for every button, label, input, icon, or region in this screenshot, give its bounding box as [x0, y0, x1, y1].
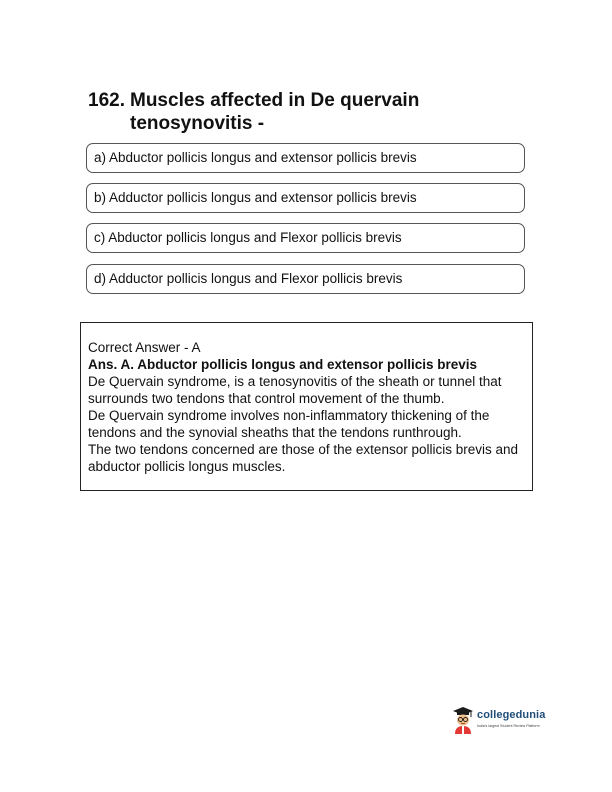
- explanation-2: De Quervain syndrome involves non-inflammatory thickening of the tendons and the synovial sheaths that the tendons runthrough.: [88, 408, 490, 440]
- option-b[interactable]: b) Adductor pollicis longus and extensor pollicis brevis: [86, 183, 525, 213]
- option-c[interactable]: c) Abductor pollicis longus and Flexor pollicis brevis: [86, 223, 525, 253]
- graduate-mascot-icon: [452, 706, 474, 734]
- option-d[interactable]: d) Adductor pollicis longus and Flexor pollicis brevis: [86, 264, 525, 294]
- explanation-1: De Quervain syndrome, is a tenosynovitis of the sheath or tunnel that surrounds two tendons that control movement of the thumb.: [88, 374, 502, 406]
- logo-tagline: India's largest Student Review Platform: [477, 724, 540, 728]
- answer-box: [80, 322, 533, 491]
- logo-name: collegedunia: [477, 709, 546, 721]
- question-number: 162.: [88, 90, 125, 111]
- question-text: Muscles affected in De quervain tenosynovitis -: [130, 90, 420, 134]
- collegedunia-logo: [452, 706, 562, 736]
- option-a[interactable]: a) Abductor pollicis longus and extensor pollicis brevis: [86, 143, 525, 173]
- correct-answer: Correct Answer - A: [88, 340, 201, 355]
- question-heading: [88, 89, 528, 135]
- answer-heading: Ans. A. Abductor pollicis longus and extensor pollicis brevis: [88, 357, 478, 372]
- explanation-3: The two tendons concerned are those of the extensor pollicis brevis and abductor pollicis longus muscles.: [88, 442, 519, 474]
